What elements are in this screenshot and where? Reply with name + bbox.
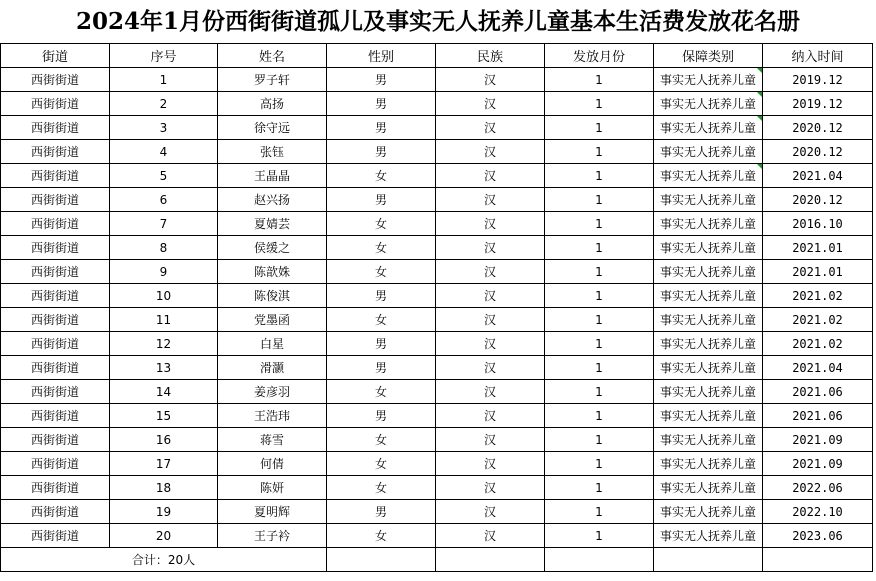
cell-name[interactable]: 陈俊淇 bbox=[218, 284, 327, 308]
table-row bbox=[1, 380, 873, 404]
cell-number[interactable]: 12 bbox=[110, 332, 218, 356]
cell-ethnicity[interactable]: 汉 bbox=[436, 188, 545, 212]
cell-street[interactable]: 西街街道 bbox=[1, 452, 110, 476]
cell-months[interactable]: 1 bbox=[545, 116, 654, 140]
cell-ethnicity[interactable]: 汉 bbox=[436, 380, 545, 404]
cell-name[interactable]: 白星 bbox=[218, 332, 327, 356]
cell-months[interactable]: 1 bbox=[545, 212, 654, 236]
cell-months[interactable]: 1 bbox=[545, 92, 654, 116]
cell-date[interactable]: 2021.09 bbox=[763, 428, 873, 452]
cell-gender[interactable]: 女 bbox=[327, 236, 436, 260]
cell-gender[interactable]: 女 bbox=[327, 428, 436, 452]
table-row bbox=[1, 260, 873, 284]
header-gender[interactable]: 性别 bbox=[327, 44, 436, 68]
total-empty-cell[interactable] bbox=[436, 548, 545, 572]
cell-street[interactable]: 西街街道 bbox=[1, 236, 110, 260]
cell-name[interactable]: 蒋雪 bbox=[218, 428, 327, 452]
cell-ethnicity[interactable]: 汉 bbox=[436, 236, 545, 260]
cell-name[interactable]: 陈妍 bbox=[218, 476, 327, 500]
cell-date[interactable]: 2021.04 bbox=[763, 356, 873, 380]
cell-months[interactable]: 1 bbox=[545, 140, 654, 164]
cell-date[interactable]: 2021.02 bbox=[763, 332, 873, 356]
table-row bbox=[1, 140, 873, 164]
cell-months[interactable]: 1 bbox=[545, 356, 654, 380]
cell-months[interactable]: 1 bbox=[545, 236, 654, 260]
cell-months[interactable]: 1 bbox=[545, 164, 654, 188]
cell-name[interactable]: 罗子轩 bbox=[218, 68, 327, 92]
cell-category[interactable]: 事实无人抚养儿童 bbox=[654, 68, 763, 92]
cell-date[interactable]: 2019.12 bbox=[763, 68, 873, 92]
cell-ethnicity[interactable]: 汉 bbox=[436, 524, 545, 548]
cell-street[interactable]: 西街街道 bbox=[1, 308, 110, 332]
cell-name[interactable]: 王晶晶 bbox=[218, 164, 327, 188]
cell-street[interactable]: 西街街道 bbox=[1, 92, 110, 116]
cell-months[interactable]: 1 bbox=[545, 260, 654, 284]
cell-street[interactable]: 西街街道 bbox=[1, 212, 110, 236]
cell-number[interactable]: 18 bbox=[110, 476, 218, 500]
cell-number[interactable]: 4 bbox=[110, 140, 218, 164]
comment-marker-icon bbox=[757, 92, 762, 97]
total-empty-cell[interactable] bbox=[327, 548, 436, 572]
cell-number[interactable]: 9 bbox=[110, 260, 218, 284]
cell-months[interactable]: 1 bbox=[545, 380, 654, 404]
total-cell[interactable]: 合计：20人 bbox=[1, 548, 327, 572]
cell-street[interactable]: 西街街道 bbox=[1, 164, 110, 188]
header-months[interactable]: 发放月份 bbox=[545, 44, 654, 68]
cell-name[interactable]: 陈歆姝 bbox=[218, 260, 327, 284]
table-row bbox=[1, 308, 873, 332]
cell-name[interactable]: 赵兴扬 bbox=[218, 188, 327, 212]
cell-category[interactable]: 事实无人抚养儿童 bbox=[654, 380, 763, 404]
comment-marker-icon bbox=[757, 68, 762, 73]
cell-months[interactable]: 1 bbox=[545, 476, 654, 500]
header-row bbox=[1, 44, 873, 68]
cell-date[interactable]: 2021.06 bbox=[763, 380, 873, 404]
cell-ethnicity[interactable]: 汉 bbox=[436, 308, 545, 332]
cell-number[interactable]: 1 bbox=[110, 68, 218, 92]
cell-date[interactable]: 2021.02 bbox=[763, 308, 873, 332]
cell-ethnicity[interactable]: 汉 bbox=[436, 500, 545, 524]
cell-gender[interactable]: 女 bbox=[327, 164, 436, 188]
cell-number[interactable]: 16 bbox=[110, 428, 218, 452]
cell-ethnicity[interactable]: 汉 bbox=[436, 116, 545, 140]
cell-ethnicity[interactable]: 汉 bbox=[436, 212, 545, 236]
total-row bbox=[1, 548, 873, 572]
table-row bbox=[1, 164, 873, 188]
cell-gender[interactable]: 男 bbox=[327, 188, 436, 212]
cell-ethnicity[interactable]: 汉 bbox=[436, 404, 545, 428]
cell-name[interactable]: 姜彦羽 bbox=[218, 380, 327, 404]
table-row bbox=[1, 404, 873, 428]
cell-date[interactable]: 2023.06 bbox=[763, 524, 873, 548]
cell-name[interactable]: 夏婧芸 bbox=[218, 212, 327, 236]
cell-gender[interactable]: 男 bbox=[327, 332, 436, 356]
cell-date[interactable]: 2020.12 bbox=[763, 140, 873, 164]
cell-months[interactable]: 1 bbox=[545, 452, 654, 476]
cell-street[interactable]: 西街街道 bbox=[1, 356, 110, 380]
cell-gender[interactable]: 男 bbox=[327, 140, 436, 164]
table-row bbox=[1, 500, 873, 524]
cell-gender[interactable]: 男 bbox=[327, 500, 436, 524]
cell-ethnicity[interactable]: 汉 bbox=[436, 284, 545, 308]
cell-ethnicity[interactable]: 汉 bbox=[436, 332, 545, 356]
cell-date[interactable]: 2020.12 bbox=[763, 188, 873, 212]
cell-street[interactable]: 西街街道 bbox=[1, 260, 110, 284]
cell-name[interactable]: 滑灏 bbox=[218, 356, 327, 380]
total-empty-cell[interactable] bbox=[654, 548, 763, 572]
cell-name[interactable]: 王子衿 bbox=[218, 524, 327, 548]
cell-street[interactable]: 西街街道 bbox=[1, 332, 110, 356]
cell-gender[interactable]: 女 bbox=[327, 476, 436, 500]
comment-marker-icon bbox=[757, 116, 762, 121]
cell-ethnicity[interactable]: 汉 bbox=[436, 260, 545, 284]
cell-date[interactable]: 2019.12 bbox=[763, 92, 873, 116]
cell-gender[interactable]: 女 bbox=[327, 308, 436, 332]
cell-category[interactable]: 事实无人抚养儿童 bbox=[654, 332, 763, 356]
cell-name[interactable]: 徐守远 bbox=[218, 116, 327, 140]
cell-gender[interactable]: 女 bbox=[327, 380, 436, 404]
header-street[interactable]: 街道 bbox=[1, 44, 110, 68]
cell-category[interactable]: 事实无人抚养儿童 bbox=[654, 356, 763, 380]
table-row bbox=[1, 212, 873, 236]
header-name[interactable]: 姓名 bbox=[218, 44, 327, 68]
cell-months[interactable]: 1 bbox=[545, 428, 654, 452]
cell-gender[interactable]: 男 bbox=[327, 356, 436, 380]
cell-category[interactable]: 事实无人抚养儿童 bbox=[654, 188, 763, 212]
header-date[interactable]: 纳入时间 bbox=[763, 44, 873, 68]
table-row bbox=[1, 284, 873, 308]
cell-ethnicity[interactable]: 汉 bbox=[436, 476, 545, 500]
cell-number[interactable]: 10 bbox=[110, 284, 218, 308]
comment-marker-icon bbox=[757, 164, 762, 169]
cell-category[interactable]: 事实无人抚养儿童 bbox=[654, 524, 763, 548]
cell-date[interactable]: 2021.04 bbox=[763, 164, 873, 188]
header-category[interactable]: 保障类别 bbox=[654, 44, 763, 68]
total-empty-cell[interactable] bbox=[763, 548, 873, 572]
cell-street[interactable]: 西街街道 bbox=[1, 188, 110, 212]
cell-number[interactable]: 13 bbox=[110, 356, 218, 380]
cell-name[interactable]: 王浩玮 bbox=[218, 404, 327, 428]
cell-months[interactable]: 1 bbox=[545, 308, 654, 332]
cell-number[interactable]: 14 bbox=[110, 380, 218, 404]
cell-ethnicity[interactable]: 汉 bbox=[436, 164, 545, 188]
cell-date[interactable]: 2020.12 bbox=[763, 116, 873, 140]
cell-name[interactable]: 张钰 bbox=[218, 140, 327, 164]
cell-name[interactable]: 何倩 bbox=[218, 452, 327, 476]
cell-street[interactable]: 西街街道 bbox=[1, 404, 110, 428]
cell-gender[interactable]: 女 bbox=[327, 452, 436, 476]
cell-gender[interactable]: 男 bbox=[327, 404, 436, 428]
cell-months[interactable]: 1 bbox=[545, 284, 654, 308]
cell-months[interactable]: 1 bbox=[545, 68, 654, 92]
table-row bbox=[1, 188, 873, 212]
cell-name[interactable]: 高扬 bbox=[218, 92, 327, 116]
cell-category[interactable]: 事实无人抚养儿童 bbox=[654, 404, 763, 428]
cell-date[interactable]: 2021.01 bbox=[763, 260, 873, 284]
cell-date[interactable]: 2021.06 bbox=[763, 404, 873, 428]
cell-ethnicity[interactable]: 汉 bbox=[436, 140, 545, 164]
cell-ethnicity[interactable]: 汉 bbox=[436, 92, 545, 116]
cell-number[interactable]: 6 bbox=[110, 188, 218, 212]
cell-name[interactable]: 侯缓之 bbox=[218, 236, 327, 260]
cell-category[interactable]: 事实无人抚养儿童 bbox=[654, 236, 763, 260]
cell-street[interactable]: 西街街道 bbox=[1, 284, 110, 308]
cell-category[interactable]: 事实无人抚养儿童 bbox=[654, 116, 763, 140]
cell-number[interactable]: 20 bbox=[110, 524, 218, 548]
cell-months[interactable]: 1 bbox=[545, 524, 654, 548]
cell-category[interactable]: 事实无人抚养儿童 bbox=[654, 212, 763, 236]
cell-months[interactable]: 1 bbox=[545, 188, 654, 212]
cell-street[interactable]: 西街街道 bbox=[1, 500, 110, 524]
table-row bbox=[1, 116, 873, 140]
cell-ethnicity[interactable]: 汉 bbox=[436, 452, 545, 476]
cell-months[interactable]: 1 bbox=[545, 332, 654, 356]
table-row bbox=[1, 524, 873, 548]
roster-table bbox=[0, 43, 873, 572]
cell-category[interactable]: 事实无人抚养儿童 bbox=[654, 500, 763, 524]
cell-gender[interactable]: 女 bbox=[327, 524, 436, 548]
cell-category[interactable]: 事实无人抚养儿童 bbox=[654, 284, 763, 308]
cell-number[interactable]: 11 bbox=[110, 308, 218, 332]
cell-ethnicity[interactable]: 汉 bbox=[436, 68, 545, 92]
table-row bbox=[1, 428, 873, 452]
page-title: 2024年1月份西街街道孤儿及事实无人抚养儿童基本生活费发放花名册 bbox=[75, 8, 801, 35]
cell-category[interactable]: 事实无人抚养儿童 bbox=[654, 140, 763, 164]
cell-street[interactable]: 西街街道 bbox=[1, 428, 110, 452]
header-ethnicity[interactable]: 民族 bbox=[436, 44, 545, 68]
total-empty-cell[interactable] bbox=[545, 548, 654, 572]
cell-date[interactable]: 2022.06 bbox=[763, 476, 873, 500]
cell-months[interactable]: 1 bbox=[545, 500, 654, 524]
cell-number[interactable]: 2 bbox=[110, 92, 218, 116]
table-row bbox=[1, 476, 873, 500]
table-row bbox=[1, 68, 873, 92]
cell-number[interactable]: 17 bbox=[110, 452, 218, 476]
cell-number[interactable]: 3 bbox=[110, 116, 218, 140]
cell-date[interactable]: 2022.10 bbox=[763, 500, 873, 524]
cell-gender[interactable]: 男 bbox=[327, 92, 436, 116]
table-row bbox=[1, 92, 873, 116]
cell-gender[interactable]: 女 bbox=[327, 260, 436, 284]
cell-street[interactable]: 西街街道 bbox=[1, 140, 110, 164]
cell-street[interactable]: 西街街道 bbox=[1, 380, 110, 404]
table-row bbox=[1, 236, 873, 260]
cell-gender[interactable]: 女 bbox=[327, 212, 436, 236]
cell-name[interactable]: 党墨函 bbox=[218, 308, 327, 332]
cell-date[interactable]: 2016.10 bbox=[763, 212, 873, 236]
cell-name[interactable]: 夏明辉 bbox=[218, 500, 327, 524]
table-row bbox=[1, 356, 873, 380]
cell-category[interactable]: 事实无人抚养儿童 bbox=[654, 308, 763, 332]
cell-street[interactable]: 西街街道 bbox=[1, 524, 110, 548]
cell-gender[interactable]: 男 bbox=[327, 68, 436, 92]
table-row bbox=[1, 332, 873, 356]
cell-street[interactable]: 西街街道 bbox=[1, 476, 110, 500]
cell-category[interactable]: 事实无人抚养儿童 bbox=[654, 428, 763, 452]
cell-date[interactable]: 2021.09 bbox=[763, 452, 873, 476]
cell-date[interactable]: 2021.01 bbox=[763, 236, 873, 260]
cell-gender[interactable]: 男 bbox=[327, 284, 436, 308]
cell-street[interactable]: 西街街道 bbox=[1, 68, 110, 92]
cell-category[interactable]: 事实无人抚养儿童 bbox=[654, 476, 763, 500]
cell-number[interactable]: 7 bbox=[110, 212, 218, 236]
cell-category[interactable]: 事实无人抚养儿童 bbox=[654, 452, 763, 476]
cell-category[interactable]: 事实无人抚养儿童 bbox=[654, 164, 763, 188]
header-number[interactable]: 序号 bbox=[110, 44, 218, 68]
cell-number[interactable]: 5 bbox=[110, 164, 218, 188]
cell-street[interactable]: 西街街道 bbox=[1, 116, 110, 140]
cell-ethnicity[interactable]: 汉 bbox=[436, 428, 545, 452]
cell-gender[interactable]: 男 bbox=[327, 116, 436, 140]
cell-number[interactable]: 8 bbox=[110, 236, 218, 260]
table-row bbox=[1, 452, 873, 476]
cell-ethnicity[interactable]: 汉 bbox=[436, 356, 545, 380]
cell-months[interactable]: 1 bbox=[545, 404, 654, 428]
cell-number[interactable]: 15 bbox=[110, 404, 218, 428]
cell-number[interactable]: 19 bbox=[110, 500, 218, 524]
cell-date[interactable]: 2021.02 bbox=[763, 284, 873, 308]
cell-category[interactable]: 事实无人抚养儿童 bbox=[654, 92, 763, 116]
cell-category[interactable]: 事实无人抚养儿童 bbox=[654, 260, 763, 284]
